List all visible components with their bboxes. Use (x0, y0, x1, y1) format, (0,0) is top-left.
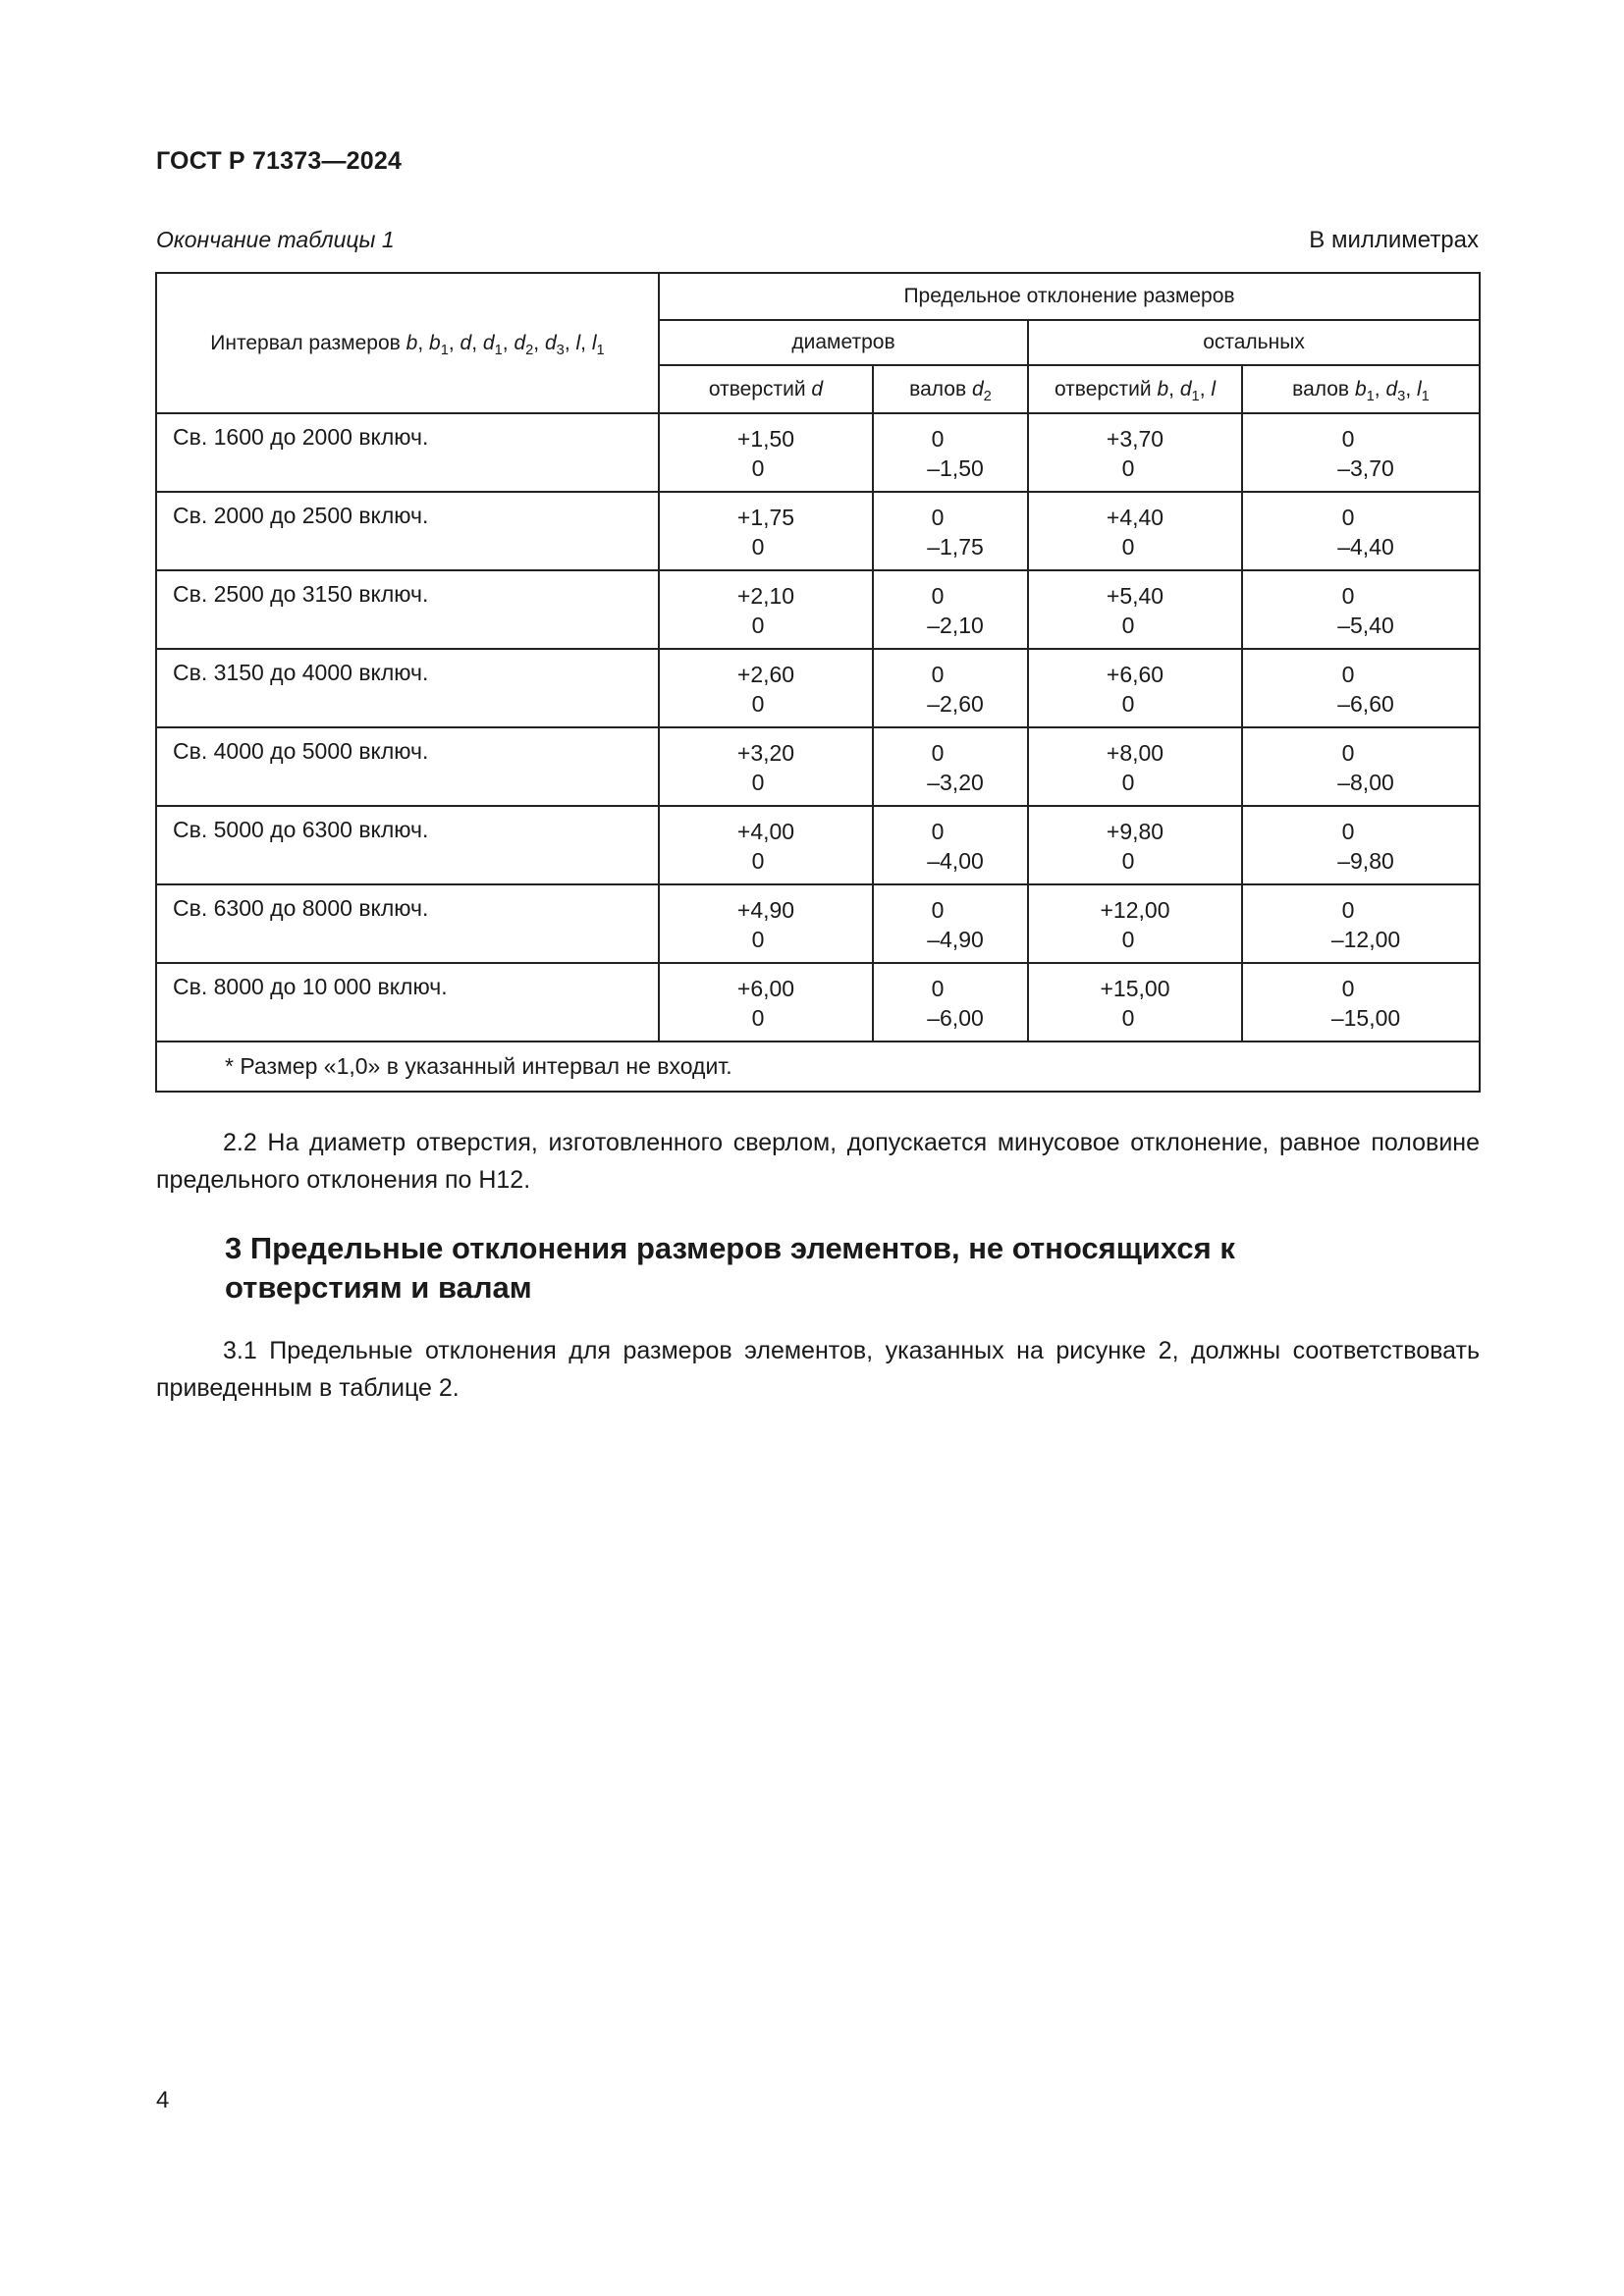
document-code-header: ГОСТ Р 71373—2024 (156, 147, 403, 175)
table-row (156, 884, 1480, 963)
holes-other-cell: +8,00 0 (1028, 727, 1242, 806)
shafts-d2-cell: 0 –3,20 (873, 727, 1028, 806)
holes-other-cell: +9,80 0 (1028, 806, 1242, 884)
table-row (156, 727, 1480, 806)
shafts-d2-cell: 0 –6,00 (873, 963, 1028, 1041)
header-shafts-other: валов $b_1$, $d_3$, $l_1$ (1242, 365, 1480, 413)
header-holes-other-label: отверстий (1054, 377, 1152, 400)
table-caption: Окончание таблицы 1 (156, 227, 395, 252)
shafts-d2-cell: 0 –4,90 (873, 884, 1028, 963)
holes-d-cell: +3,20 0 (659, 727, 873, 806)
row-range-cell: Св. 4000 до 5000 включ. (156, 727, 659, 806)
row-range-cell: Св. 2000 до 2500 включ. (156, 492, 659, 570)
holes-other-cell: +3,70 0 (1028, 413, 1242, 492)
section-3-title: 3 Предельные отклонения размеров элементов, не относящихся к отверстиям и валам (225, 1231, 1235, 1305)
shafts-other-cell: 0 –4,40 (1242, 492, 1480, 570)
row-range-cell: Св. 1600 до 2000 включ. (156, 413, 659, 492)
shafts-d2-cell: 0 –1,75 (873, 492, 1028, 570)
shafts-d2-cell: 0 –2,60 (873, 649, 1028, 727)
table-row (156, 806, 1480, 884)
header-others: остальных (1028, 320, 1480, 365)
holes-d-cell: +6,00 0 (659, 963, 873, 1041)
holes-d-cell: +4,00 0 (659, 806, 873, 884)
shafts-other-cell: 0 –9,80 (1242, 806, 1480, 884)
holes-d-cell: +2,10 0 (659, 570, 873, 649)
holes-d-cell: +4,90 0 (659, 884, 873, 963)
row-range-cell: Св. 5000 до 6300 включ. (156, 806, 659, 884)
shafts-d2-cell: 0 –2,10 (873, 570, 1028, 649)
header-holes-other: отверстий b, $d_1$, l (1028, 365, 1242, 413)
table-row (156, 413, 1480, 492)
holes-other-cell: +5,40 0 (1028, 570, 1242, 649)
shafts-other-cell: 0 –8,00 (1242, 727, 1480, 806)
holes-other-cell: +12,00 0 (1028, 884, 1242, 963)
table-row (156, 492, 1480, 570)
row-range-cell: Св. 3150 до 4000 включ. (156, 649, 659, 727)
tolerance-table (155, 272, 1481, 1093)
shafts-d2-cell: 0 –1,50 (873, 413, 1028, 492)
paragraph-3-1 (156, 1332, 1480, 1407)
header-shafts-other-label: валов (1292, 377, 1350, 400)
shafts-d2-cell: 0 –4,00 (873, 806, 1028, 884)
holes-d-cell: +2,60 0 (659, 649, 873, 727)
table-row (156, 649, 1480, 727)
header-holes-d: отверстий d (659, 365, 873, 413)
row-range-cell: Св. 6300 до 8000 включ. (156, 884, 659, 963)
shafts-other-cell: 0 –12,00 (1242, 884, 1480, 963)
paragraph-2-2-text: 2.2 На диаметр отверстия, изготовленного сверлом, допускается минусовое отклонение, равное половине предельного отклонения по Н12. (156, 1129, 1480, 1194)
page-number: 4 (156, 2087, 170, 2113)
table-units-label: В миллиметрах (1309, 227, 1479, 253)
shafts-other-cell: 0 –15,00 (1242, 963, 1480, 1041)
header-holes-d-label: отверстий (708, 377, 806, 400)
header-limit-deviation: Предельное отклонение размеров (659, 273, 1480, 320)
holes-other-cell: +4,40 0 (1028, 492, 1242, 570)
shafts-other-cell: 0 –5,40 (1242, 570, 1480, 649)
paragraph-2-2 (156, 1124, 1480, 1199)
header-shafts-d2-label: валов (909, 377, 967, 400)
header-size-interval: Интервал размеров b, $b_1$, d, $d_1$, $d_2$, $d_3$, l, $l_1$ (156, 273, 659, 413)
holes-other-cell: +15,00 0 (1028, 963, 1242, 1041)
table-footnote: * Размер «1,0» в указанный интервал не входит. (156, 1041, 1480, 1092)
header-shafts-d2: валов $d_2$ (873, 365, 1028, 413)
holes-other-cell: +6,60 0 (1028, 649, 1242, 727)
header-diameters: диаметров (659, 320, 1028, 365)
shafts-other-cell: 0 –6,60 (1242, 649, 1480, 727)
shafts-other-cell: 0 –3,70 (1242, 413, 1480, 492)
paragraph-3-1-text: 3.1 Предельные отклонения для размеров элементов, указанных на рисунке 2, должны соответствовать приведенным в таблице 2. (156, 1337, 1480, 1402)
table-row (156, 570, 1480, 649)
header-size-interval-label: Интервал размеров (210, 331, 401, 354)
row-range-cell: Св. 2500 до 3150 включ. (156, 570, 659, 649)
table-row (156, 963, 1480, 1041)
holes-d-cell: +1,50 0 (659, 413, 873, 492)
row-range-cell: Св. 8000 до 10 000 включ. (156, 963, 659, 1041)
holes-d-cell: +1,75 0 (659, 492, 873, 570)
